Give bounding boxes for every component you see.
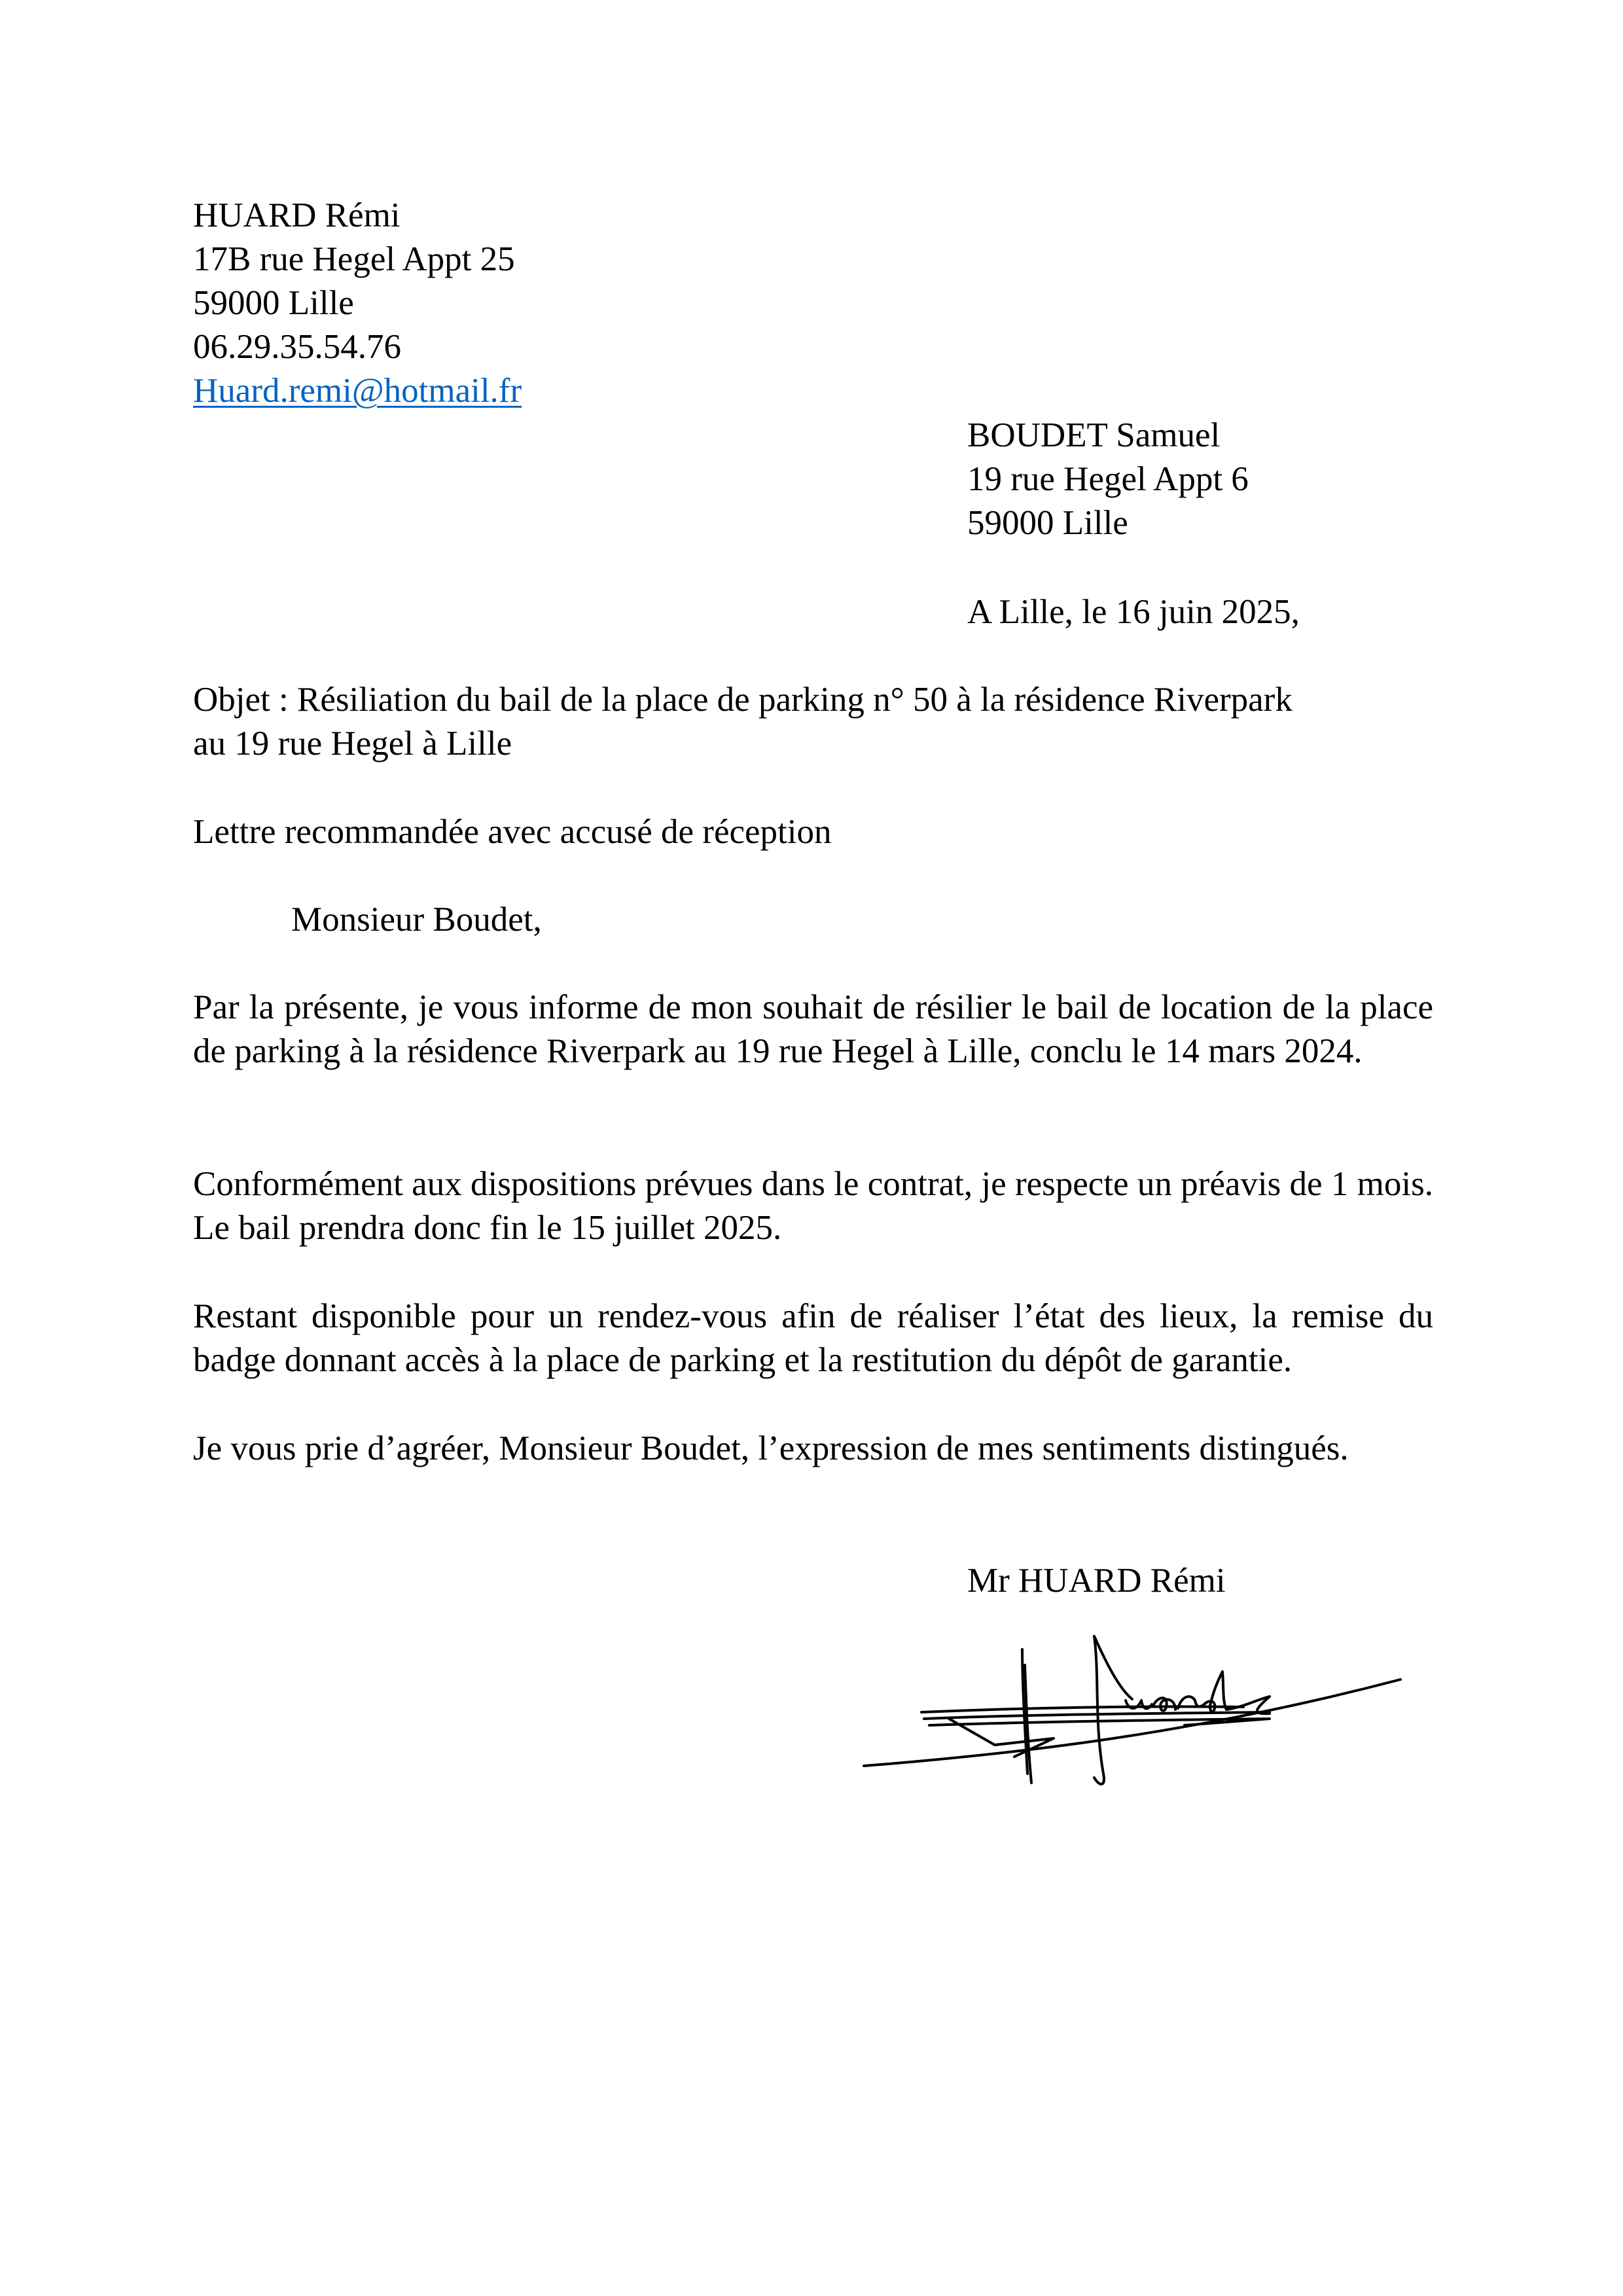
body-paragraph-3: Restant disponible pour un rendez-vous afin de réaliser l’état des lieux, la remise du badge donnant accès à la place de parking et la restitution du dépôt de garantie. — [193, 1297, 1433, 1379]
sender-email-link[interactable]: Huard.remi@hotmail.fr — [193, 372, 522, 410]
salutation: Monsieur Boudet, — [291, 901, 542, 939]
subject-block — [193, 678, 1433, 766]
subject-line-2: au 19 rue Hegel à Lille — [193, 725, 512, 762]
sender-phone: 06.29.35.54.76 — [193, 328, 401, 366]
recipient-city: 59000 Lille — [967, 504, 1128, 542]
recipient-block — [967, 414, 1249, 545]
subject-line-1: Objet : Résiliation du bail de la place de parking n° 50 à la résidence Riverpark — [193, 681, 1293, 719]
body-paragraph-2: Conformément aux dispositions prévues dans le contrat, je respecte un préavis de 1 mois. Le bail prendra donc fin le 15 juillet 2025. — [193, 1165, 1433, 1247]
handwritten-signature-icon — [851, 1623, 1414, 1793]
date-line: A Lille, le 16 juin 2025, — [967, 593, 1300, 631]
body-paragraph-1: Par la présente, je vous informe de mon souhait de résilier le bail de location de la place de parking à la résidence Riverpark au 19 rue Hegel à Lille, conclu le 14 mars 2024. — [193, 988, 1433, 1070]
sender-block — [193, 194, 522, 413]
sender-address: 17B rue Hegel Appt 25 — [193, 240, 515, 278]
signoff-name: Mr HUARD Rémi — [967, 1562, 1226, 1600]
registered-mail-notice: Lettre recommandée avec accusé de réception — [193, 813, 832, 851]
recipient-address: 19 rue Hegel Appt 6 — [967, 460, 1249, 498]
sender-name: HUARD Rémi — [193, 196, 401, 234]
recipient-name: BOUDET Samuel — [967, 416, 1221, 454]
sender-city: 59000 Lille — [193, 284, 354, 322]
body-paragraph-4: Je vous prie d’agréer, Monsieur Boudet, l’expression de mes sentiments distingués. — [193, 1429, 1349, 1467]
